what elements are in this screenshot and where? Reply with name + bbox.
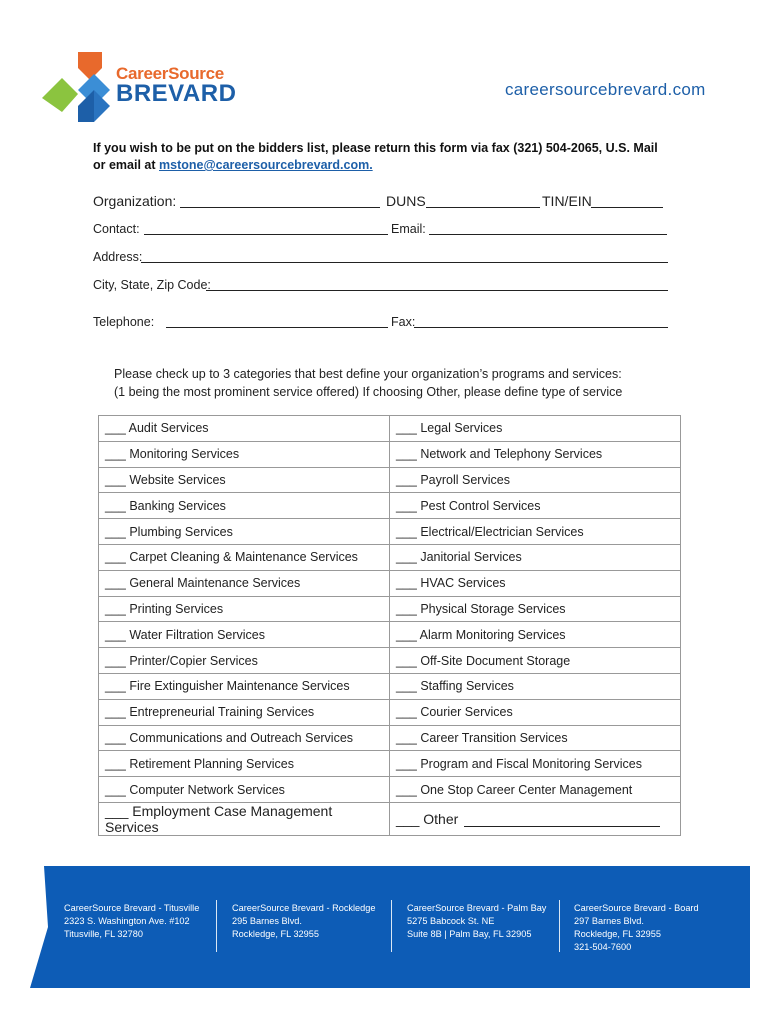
category-label: ___ One Stop Career Center Management bbox=[396, 782, 633, 797]
category-option[interactable] bbox=[99, 596, 390, 622]
category-row bbox=[99, 596, 681, 622]
category-option[interactable] bbox=[390, 416, 681, 442]
category-option[interactable] bbox=[99, 725, 390, 751]
category-label: ___ Legal Services bbox=[396, 421, 503, 436]
category-option[interactable] bbox=[390, 519, 681, 545]
address-label: Address: bbox=[93, 250, 143, 264]
office-city-line: Rockledge, FL 32955 bbox=[232, 929, 319, 939]
category-option[interactable] bbox=[390, 544, 681, 570]
category-label: ___ Program and Fiscal Monitoring Services bbox=[396, 756, 642, 771]
office-address-line: 2323 S. Washington Ave. #102 bbox=[64, 916, 190, 926]
instructions-line-1: Please check up to 3 categories that best define your organization’s programs and services: bbox=[114, 367, 622, 381]
category-option[interactable] bbox=[390, 777, 681, 803]
office-address-line: 5275 Babcock St. NE bbox=[407, 916, 495, 926]
email-label: Email: bbox=[391, 222, 426, 236]
intro-text bbox=[93, 140, 673, 174]
contact-label: Contact: bbox=[93, 222, 140, 236]
category-label: ___ Communications and Outreach Services bbox=[105, 730, 354, 745]
office-rockledge bbox=[232, 902, 376, 941]
category-row bbox=[99, 699, 681, 725]
city-state-zip-label: City, State, Zip Code: bbox=[93, 278, 211, 292]
category-row bbox=[99, 777, 681, 803]
category-option[interactable] bbox=[99, 699, 390, 725]
category-label: ___ Network and Telephony Services bbox=[396, 447, 603, 462]
category-option[interactable] bbox=[390, 751, 681, 777]
category-option[interactable] bbox=[99, 648, 390, 674]
tin-input-line[interactable] bbox=[591, 207, 663, 208]
category-label: ___ Banking Services bbox=[105, 498, 226, 513]
category-label: ___ Printer/Copier Services bbox=[105, 653, 258, 668]
footer-banner bbox=[30, 866, 750, 988]
category-label: ___ Monitoring Services bbox=[105, 447, 240, 462]
office-address-line: 295 Barnes Blvd. bbox=[232, 916, 302, 926]
city-state-zip-input-line[interactable] bbox=[206, 290, 668, 291]
category-option[interactable] bbox=[390, 493, 681, 519]
category-label: ___ Employment Case Management Services bbox=[105, 802, 333, 835]
category-option[interactable] bbox=[390, 596, 681, 622]
organization-input-line[interactable] bbox=[180, 207, 380, 208]
category-label: ___ Water Filtration Services bbox=[105, 627, 266, 642]
careersource-logo bbox=[40, 50, 237, 125]
footer-divider bbox=[559, 900, 560, 952]
category-label: ___ Courier Services bbox=[396, 705, 513, 720]
organization-label: Organization: bbox=[93, 193, 177, 209]
category-row bbox=[99, 441, 681, 467]
category-option[interactable] bbox=[99, 519, 390, 545]
office-palm-bay bbox=[407, 902, 546, 941]
address-input-line[interactable] bbox=[141, 262, 668, 263]
office-address-line: 297 Barnes Blvd. bbox=[574, 916, 644, 926]
fax-label: Fax: bbox=[391, 315, 416, 329]
category-label: ___ Fire Extinguisher Maintenance Services bbox=[105, 679, 350, 694]
category-label: ___ HVAC Services bbox=[396, 576, 506, 591]
office-name: CareerSource Brevard - Titusville bbox=[64, 903, 200, 913]
intro-instruction: If you wish to be put on the bidders list, please return this form via fax (321) 504-2065, U.S. Mail or email at bbox=[93, 141, 658, 172]
category-label: ___ Janitorial Services bbox=[396, 550, 522, 565]
footer-divider bbox=[216, 900, 217, 952]
category-label: ___ Plumbing Services bbox=[105, 524, 233, 539]
logo-word-careersource: CareerSource bbox=[116, 64, 224, 83]
category-label: ___ Retirement Planning Services bbox=[105, 756, 294, 771]
category-option[interactable] bbox=[99, 441, 390, 467]
duns-input-line[interactable] bbox=[426, 207, 540, 208]
email-input-line[interactable] bbox=[429, 234, 667, 235]
category-label: ___ Computer Network Services bbox=[105, 782, 285, 797]
category-row bbox=[99, 570, 681, 596]
logo-word-brevard: BREVARD bbox=[116, 80, 237, 107]
category-option[interactable] bbox=[99, 544, 390, 570]
category-label: ___ Alarm Monitoring Services bbox=[396, 627, 566, 642]
category-row bbox=[99, 751, 681, 777]
category-label: ___ Electrical/Electrician Services bbox=[396, 524, 584, 539]
category-label: ___ Website Services bbox=[105, 472, 226, 487]
category-option[interactable] bbox=[390, 802, 681, 835]
telephone-label: Telephone: bbox=[93, 315, 155, 329]
category-label: ___ Audit Services bbox=[105, 421, 209, 436]
category-row bbox=[99, 416, 681, 442]
category-option[interactable] bbox=[390, 673, 681, 699]
category-option[interactable] bbox=[390, 467, 681, 493]
fax-input-line[interactable] bbox=[414, 327, 668, 328]
logo-mark-icon bbox=[40, 50, 116, 125]
office-phone: 321-504-7600 bbox=[574, 942, 632, 952]
category-row bbox=[99, 493, 681, 519]
category-label: ___ Payroll Services bbox=[396, 472, 510, 487]
category-row bbox=[99, 622, 681, 648]
category-option[interactable] bbox=[99, 673, 390, 699]
service-categories-table bbox=[98, 415, 681, 836]
category-option[interactable] bbox=[390, 725, 681, 751]
category-row bbox=[99, 648, 681, 674]
category-option[interactable] bbox=[390, 441, 681, 467]
other-service-input-line[interactable] bbox=[464, 814, 660, 827]
instructions-line-2: (1 being the most prominent service offered) If choosing Other, please define type of service bbox=[114, 385, 623, 399]
category-label: ___ Physical Storage Services bbox=[396, 601, 566, 616]
category-option[interactable] bbox=[390, 570, 681, 596]
category-row bbox=[99, 544, 681, 570]
category-row bbox=[99, 673, 681, 699]
site-url[interactable]: careersourcebrevard.com bbox=[505, 80, 706, 99]
office-city-line: Titusville, FL 32780 bbox=[64, 929, 143, 939]
duns-label: DUNS bbox=[386, 193, 426, 209]
category-option[interactable] bbox=[99, 570, 390, 596]
category-instructions bbox=[114, 365, 674, 401]
category-row bbox=[99, 467, 681, 493]
category-option[interactable] bbox=[99, 467, 390, 493]
office-name: CareerSource Brevard - Rockledge bbox=[232, 903, 376, 913]
category-option[interactable] bbox=[99, 777, 390, 803]
office-city-line: Rockledge, FL 32955 bbox=[574, 929, 661, 939]
telephone-input-line[interactable] bbox=[166, 327, 388, 328]
category-option[interactable] bbox=[390, 622, 681, 648]
category-label: ___ General Maintenance Services bbox=[105, 576, 301, 591]
office-board bbox=[574, 902, 699, 954]
category-label: ___ Pest Control Services bbox=[396, 498, 541, 513]
category-option[interactable] bbox=[99, 622, 390, 648]
office-name: CareerSource Brevard - Palm Bay bbox=[407, 903, 547, 913]
category-option[interactable] bbox=[99, 802, 390, 835]
office-name: CareerSource Brevard - Board bbox=[574, 903, 699, 913]
contact-input-line[interactable] bbox=[144, 234, 388, 235]
office-titusville bbox=[64, 902, 199, 941]
category-label: ___ Carpet Cleaning & Maintenance Services bbox=[105, 550, 358, 565]
footer-divider bbox=[391, 900, 392, 952]
category-option[interactable] bbox=[390, 699, 681, 725]
category-row bbox=[99, 725, 681, 751]
category-label: ___ Other bbox=[396, 810, 459, 827]
category-option[interactable] bbox=[390, 648, 681, 674]
tin-label: TIN/EIN bbox=[542, 193, 592, 209]
office-city-line: Suite 8B | Palm Bay, FL 32905 bbox=[407, 929, 532, 939]
category-label: ___ Off-Site Document Storage bbox=[396, 653, 571, 668]
category-option[interactable] bbox=[99, 416, 390, 442]
category-option[interactable] bbox=[99, 751, 390, 777]
category-row bbox=[99, 802, 681, 835]
contact-email-link[interactable]: mstone@careersourcebrevard.com. bbox=[159, 158, 373, 172]
category-option[interactable] bbox=[99, 493, 390, 519]
category-label: ___ Printing Services bbox=[105, 601, 224, 616]
category-label: ___ Career Transition Services bbox=[396, 730, 568, 745]
category-row bbox=[99, 519, 681, 545]
category-label: ___ Staffing Services bbox=[396, 679, 514, 694]
category-label: ___ Entrepreneurial Training Services bbox=[105, 705, 315, 720]
